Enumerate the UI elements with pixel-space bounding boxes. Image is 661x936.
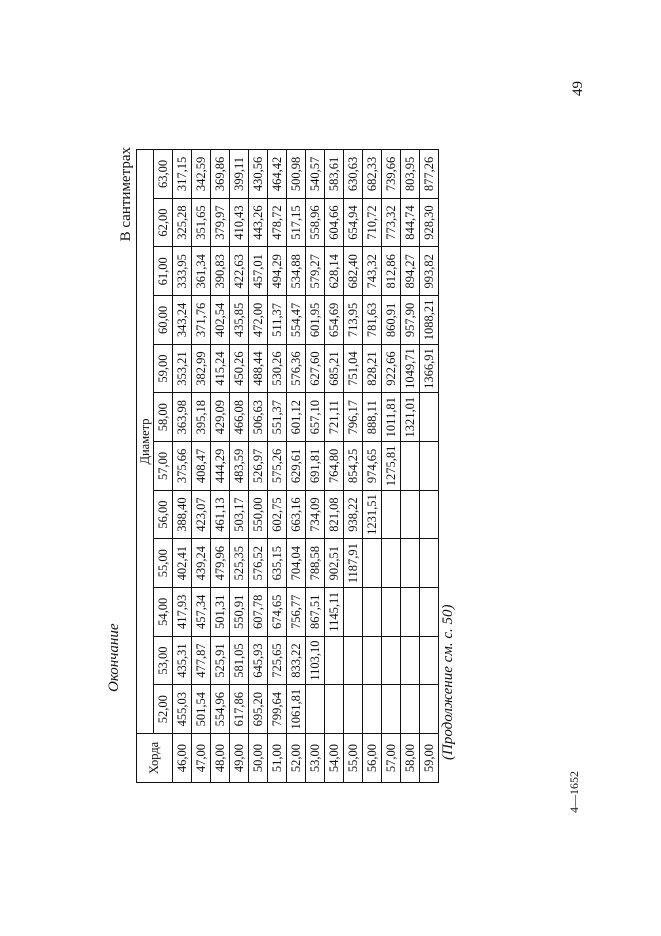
table-cell (382, 490, 401, 539)
table-cell: 550,00 (249, 490, 268, 539)
table-row (211, 150, 230, 783)
table-cell: 477,87 (192, 636, 211, 685)
table-cell: 430,56 (249, 150, 268, 199)
table-cell (306, 685, 325, 734)
table-cell: 375,66 (173, 442, 192, 491)
table-cell (401, 539, 420, 588)
diameter-header: Диаметр (137, 150, 154, 734)
table-cell: 583,61 (325, 150, 344, 199)
table-cell (382, 588, 401, 637)
table-cell: 576,36 (287, 344, 306, 393)
table-cell (344, 636, 363, 685)
table-cell: 654,94 (344, 198, 363, 247)
table-cell: 734,09 (306, 490, 325, 539)
table-cell: 554,96 (211, 685, 230, 734)
table-cell: 635,15 (268, 539, 287, 588)
table-cell: 361,34 (192, 247, 211, 296)
table-cell: 506,63 (249, 393, 268, 442)
table-cell: 751,04 (344, 344, 363, 393)
table-cell: 799,64 (268, 685, 287, 734)
table-cell: 617,86 (230, 685, 249, 734)
table-cell (420, 539, 439, 588)
table-row (249, 150, 268, 783)
table-cell: 685,21 (325, 344, 344, 393)
table-cell: 630,63 (344, 150, 363, 199)
table-cell (382, 685, 401, 734)
chord-value: 52,00 (287, 734, 306, 783)
table-cell: 461,13 (211, 490, 230, 539)
continuation-label: Окончание (106, 623, 122, 692)
table-cell: 773,32 (382, 198, 401, 247)
table-cell (344, 588, 363, 637)
table-cell (363, 539, 382, 588)
table-cell: 423,07 (192, 490, 211, 539)
table-cell: 472,00 (249, 296, 268, 345)
diameter-value: 54,00 (154, 588, 173, 637)
table-cell: 342,59 (192, 150, 211, 199)
table-row (363, 150, 382, 783)
table-cell: 928,30 (420, 198, 439, 247)
table-cell: 435,31 (173, 636, 192, 685)
chord-value: 46,00 (173, 734, 192, 783)
table-cell: 867,51 (306, 588, 325, 637)
diameter-value: 53,00 (154, 636, 173, 685)
diameter-value: 63,00 (154, 150, 173, 199)
table-cell: 399,11 (230, 150, 249, 199)
diameter-value: 59,00 (154, 344, 173, 393)
table-cell: 1103,10 (306, 636, 325, 685)
chord-value: 51,00 (268, 734, 287, 783)
table-cell: 395,18 (192, 393, 211, 442)
table-cell: 371,76 (192, 296, 211, 345)
table-cell: 551,37 (268, 393, 287, 442)
chord-value: 50,00 (249, 734, 268, 783)
table-cell: 444,29 (211, 442, 230, 491)
table-cell: 402,41 (173, 539, 192, 588)
table-cell: 363,98 (173, 393, 192, 442)
table-cell (401, 685, 420, 734)
diameter-value: 57,00 (154, 442, 173, 491)
table-row (192, 150, 211, 783)
table-cell: 695,20 (249, 685, 268, 734)
table-cell: 922,66 (382, 344, 401, 393)
table-cell: 957,90 (401, 296, 420, 345)
table-cell: 710,72 (363, 198, 382, 247)
table-cell (420, 685, 439, 734)
table-cell: 369,86 (211, 150, 230, 199)
table-cell: 645,93 (249, 636, 268, 685)
table-cell (363, 588, 382, 637)
table-cell: 408,47 (192, 442, 211, 491)
table-row (325, 150, 344, 783)
table-cell: 466,08 (230, 393, 249, 442)
table-cell: 534,88 (287, 247, 306, 296)
table-cell: 1275,81 (382, 442, 401, 491)
table-cell (401, 588, 420, 637)
table-cell: 1011,81 (382, 393, 401, 442)
table-cell: 333,95 (173, 247, 192, 296)
table-cell: 479,96 (211, 539, 230, 588)
table-cell: 435,85 (230, 296, 249, 345)
chord-diameter-table (136, 149, 439, 783)
table-cell: 317,15 (173, 150, 192, 199)
table-cell: 1231,51 (363, 490, 382, 539)
table-cell: 500,98 (287, 150, 306, 199)
table-cell: 388,40 (173, 490, 192, 539)
table-cell: 721,11 (325, 393, 344, 442)
units-label: В сантиметрах (118, 147, 134, 242)
table-cell: 439,24 (192, 539, 211, 588)
table-cell: 764,80 (325, 442, 344, 491)
table-cell: 1321,01 (401, 393, 420, 442)
table-cell: 457,01 (249, 247, 268, 296)
table-cell: 488,44 (249, 344, 268, 393)
table-cell: 501,54 (192, 685, 211, 734)
table-cell: 663,16 (287, 490, 306, 539)
table-cell: 657,10 (306, 393, 325, 442)
table-cell: 1088,21 (420, 296, 439, 345)
table-cell: 517,15 (287, 198, 306, 247)
table-cell: 756,77 (287, 588, 306, 637)
table-row (382, 150, 401, 783)
table-cell: 325,28 (173, 198, 192, 247)
table-cell: 402,54 (211, 296, 230, 345)
table-cell: 540,57 (306, 150, 325, 199)
table-cell: 1145,11 (325, 588, 344, 637)
table-cell: 674,65 (268, 588, 287, 637)
table-row (306, 150, 325, 783)
table-cell: 691,81 (306, 442, 325, 491)
table-cell: 581,05 (230, 636, 249, 685)
table-cell: 627,60 (306, 344, 325, 393)
table-cell: 828,21 (363, 344, 382, 393)
table-cell: 382,99 (192, 344, 211, 393)
table-cell: 601,95 (306, 296, 325, 345)
table-row (287, 150, 306, 783)
table-cell: 854,25 (344, 442, 363, 491)
table-cell: 579,27 (306, 247, 325, 296)
table-cell: 1187,91 (344, 539, 363, 588)
table-cell: 429,09 (211, 393, 230, 442)
table-cell: 682,33 (363, 150, 382, 199)
table-cell: 821,08 (325, 490, 344, 539)
diameter-value: 60,00 (154, 296, 173, 345)
chord-value: 53,00 (306, 734, 325, 783)
table-cell (363, 636, 382, 685)
chord-value: 48,00 (211, 734, 230, 783)
diameter-value: 55,00 (154, 539, 173, 588)
table-cell: 713,95 (344, 296, 363, 345)
table-cell (401, 490, 420, 539)
chord-value: 56,00 (363, 734, 382, 783)
table-cell: 796,17 (344, 393, 363, 442)
table-cell: 1061,81 (287, 685, 306, 734)
table-cell: 410,43 (230, 198, 249, 247)
table-cell (420, 442, 439, 491)
table-cell: 993,82 (420, 247, 439, 296)
table-cell: 558,96 (306, 198, 325, 247)
table-cell: 894,27 (401, 247, 420, 296)
table-cell: 478,72 (268, 198, 287, 247)
table-cell: 938,22 (344, 490, 363, 539)
table-cell: 781,63 (363, 296, 382, 345)
table-cell (420, 588, 439, 637)
table-cell: 511,37 (268, 296, 287, 345)
table-cell: 443,26 (249, 198, 268, 247)
table-cell: 351,65 (192, 198, 211, 247)
table-cell: 654,69 (325, 296, 344, 345)
chord-value: 57,00 (382, 734, 401, 783)
table-cell (344, 685, 363, 734)
table-cell: 494,29 (268, 247, 287, 296)
table-cell: 415,24 (211, 344, 230, 393)
table-cell: 682,40 (344, 247, 363, 296)
chord-value: 49,00 (230, 734, 249, 783)
table-cell: 526,97 (249, 442, 268, 491)
table-cell (325, 636, 344, 685)
table-cell: 343,24 (173, 296, 192, 345)
table-cell: 725,65 (268, 636, 287, 685)
chord-value: 54,00 (325, 734, 344, 783)
table-cell: 503,17 (230, 490, 249, 539)
table-cell (420, 490, 439, 539)
table-row (344, 150, 363, 783)
table-row (230, 150, 249, 783)
table-row (173, 150, 192, 783)
table-cell: 575,26 (268, 442, 287, 491)
table-cell: 501,31 (211, 588, 230, 637)
table-cell (325, 685, 344, 734)
table-cell: 450,26 (230, 344, 249, 393)
table-cell: 974,65 (363, 442, 382, 491)
chord-value: 59,00 (420, 734, 439, 783)
table-cell: 860,91 (382, 296, 401, 345)
table-cell: 607,78 (249, 588, 268, 637)
table-cell: 739,66 (382, 150, 401, 199)
table-cell (401, 636, 420, 685)
table-cell: 704,04 (287, 539, 306, 588)
table-cell: 457,34 (192, 588, 211, 637)
table-cell: 525,91 (211, 636, 230, 685)
table-cell: 417,93 (173, 588, 192, 637)
chord-value: 47,00 (192, 734, 211, 783)
table-cell: 743,32 (363, 247, 382, 296)
table-cell: 483,59 (230, 442, 249, 491)
table-cell: 530,26 (268, 344, 287, 393)
chord-value: 58,00 (401, 734, 420, 783)
table-cell: 550,91 (230, 588, 249, 637)
table-cell: 554,47 (287, 296, 306, 345)
table-row (420, 150, 439, 783)
table-cell: 353,21 (173, 344, 192, 393)
table-row (401, 150, 420, 783)
table-row (268, 150, 287, 783)
chord-header: Хорда (137, 734, 173, 783)
page-number: 49 (570, 81, 586, 96)
table-cell: 455,03 (173, 685, 192, 734)
table-cell (382, 636, 401, 685)
diameter-values-row (154, 150, 173, 783)
table-cell: 888,11 (363, 393, 382, 442)
table-cell: 628,14 (325, 247, 344, 296)
table-cell: 833,22 (287, 636, 306, 685)
diameter-value: 58,00 (154, 393, 173, 442)
table-cell: 1366,91 (420, 344, 439, 393)
continuation-footnote: (Продолжение см. с. 50) (440, 604, 456, 760)
chord-value: 55,00 (344, 734, 363, 783)
table-cell: 812,86 (382, 247, 401, 296)
table-cell: 379,97 (211, 198, 230, 247)
table-cell: 1049,71 (401, 344, 420, 393)
table-cell (401, 442, 420, 491)
table-cell: 464,42 (268, 150, 287, 199)
table-cell (420, 393, 439, 442)
table-cell: 604,66 (325, 198, 344, 247)
diameter-value: 61,00 (154, 247, 173, 296)
table-cell: 902,51 (325, 539, 344, 588)
table-cell: 629,61 (287, 442, 306, 491)
print-code: 4—1652 (567, 771, 581, 813)
table-cell: 390,83 (211, 247, 230, 296)
table-cell: 576,52 (249, 539, 268, 588)
table-cell (382, 539, 401, 588)
table-cell (363, 685, 382, 734)
table-cell: 877,26 (420, 150, 439, 199)
table-header-row (137, 150, 154, 783)
table-cell: 844,74 (401, 198, 420, 247)
diameter-value: 62,00 (154, 198, 173, 247)
table-cell (420, 636, 439, 685)
table-body (173, 150, 439, 783)
table-cell: 788,58 (306, 539, 325, 588)
table-cell: 422,63 (230, 247, 249, 296)
table-cell: 601,12 (287, 393, 306, 442)
table-cell: 803,95 (401, 150, 420, 199)
table-cell: 525,35 (230, 539, 249, 588)
diameter-value: 52,00 (154, 685, 173, 734)
diameter-value: 56,00 (154, 490, 173, 539)
table-cell: 602,75 (268, 490, 287, 539)
